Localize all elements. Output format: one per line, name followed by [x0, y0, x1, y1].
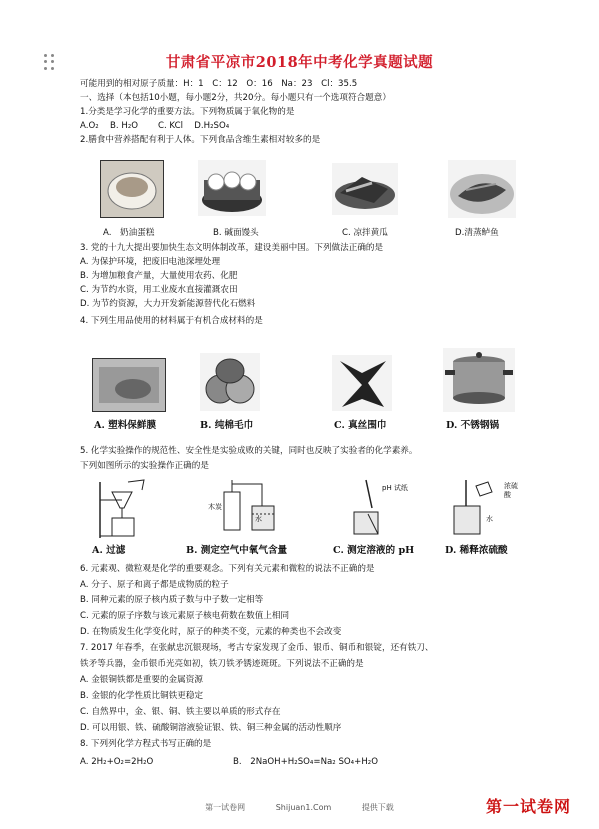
steamed-bun-image: [198, 160, 266, 216]
cucumber-image: [332, 163, 398, 215]
water-label: 水: [255, 515, 262, 523]
q7-option-a: A. 金银铜铁都是重要的金属资源: [80, 675, 203, 685]
q6-option-c: C. 元素的原子序数与该元素原子核电荷数在数值上相同: [80, 611, 290, 621]
q5-stem-line1: 5. 化学实验操作的规范性、安全性是实验成败的关键，同时也反映了实验者的化学素养。: [80, 446, 418, 456]
q8-option-a: A. 2H₂+O₂=2H₂O: [80, 757, 154, 767]
q5-caption-a: A. 过滤: [92, 545, 126, 556]
q2-caption-c: C. 凉拌黄瓜: [342, 228, 388, 238]
q7-option-c: C. 自然界中，金、银、铜、铁主要以单质的形式存在: [80, 707, 281, 717]
q4-stem: 4. 下列生用品使用的材料属于有机合成材料的是: [80, 316, 263, 326]
q2-caption-d: D.清蒸鲈鱼: [455, 228, 499, 238]
section-heading: 一、选择（本包括10小题，每小题2分，共20分。每小题只有一个选项符合题意）: [80, 93, 391, 103]
q5-stem-line2: 下列如图所示的实验操作正确的是: [80, 461, 209, 471]
site-logo: 第一试卷网: [486, 797, 572, 816]
q4-caption-b: B. 纯棉毛巾: [200, 420, 254, 431]
plastic-wrap-image: [92, 358, 166, 412]
q3-stem: 3. 党的十九大提出要加快生态文明体制改革，建设美丽中国。下列做法正确的是: [80, 243, 384, 253]
q2-caption-a: A. 奶油蛋糕: [103, 228, 155, 238]
q5-caption-d: D. 稀释浓硫酸: [445, 545, 508, 556]
fish-image: [448, 160, 516, 218]
q1-options: A.O₂ B. H₂O C. KCl D.H₂SO₄: [80, 121, 230, 131]
q5-caption-c: C. 测定溶液的 pH: [333, 545, 415, 556]
q4-caption-c: C. 真丝围巾: [334, 420, 387, 431]
q2-caption-b: B. 碱面馒头: [213, 228, 259, 238]
q3-option-b: B. 为增加粮食产量，大量使用农药、化肥: [80, 271, 238, 281]
q7-stem-line2: 铁矛等兵器，金币银币光亮如初，铁刀铁矛锈迹斑斑。下列说法不正确的是: [80, 659, 364, 669]
q6-stem: 6. 元素观、微粒观是化学的重要观念。下列有关元素和微粒的说法不正确的是: [80, 564, 375, 574]
q6-option-b: B. 同种元素的原子核内质子数与中子数一定相等: [80, 595, 264, 605]
ph-paper-label: pH 试纸: [382, 484, 408, 492]
filtration-diagram: [92, 478, 152, 540]
dilution-diagram: [448, 478, 508, 540]
q4-caption-d: D. 不锈钢锅: [446, 420, 500, 431]
q5-caption-b: B. 测定空气中氧气含量: [186, 545, 288, 556]
q1-stem: 1.分类是学习化学的重要方法。下列物质属于氧化物的是: [80, 107, 295, 117]
charcoal-label: 木炭: [208, 503, 222, 511]
towel-image: [200, 353, 260, 411]
q3-option-d: D. 为节约资源，大力开发新能源替代化石燃料: [80, 299, 256, 309]
q8-stem: 8. 下列列化学方程式书写正确的是: [80, 739, 212, 749]
footer-provide: 提供下载: [361, 803, 394, 812]
q3-option-a: A. 为保护环境，把废旧电池深埋处理: [80, 257, 221, 267]
q8-option-b: B. 2NaOH+H₂SO₄=Na₂ SO₄+H₂O: [233, 757, 378, 767]
q6-option-d: D. 在物质发生化学变化时，原子的种类不变，元素的种类也不会改变: [80, 627, 342, 637]
q7-option-d: D. 可以用银、铁、硫酸铜溶液验证银、铁、铜三种金属的活动性顺序: [80, 723, 342, 733]
q4-caption-a: A. 塑料保鲜膜: [94, 420, 157, 431]
page-title: 甘肃省平凉市2018年中考化学真题试题: [165, 54, 434, 71]
water2-label: 水: [486, 515, 493, 523]
footer-site-name: 第一试卷网: [205, 803, 246, 812]
q7-stem-line1: 7. 2017 年春季，在张献忠沉银现场，考古专家发现了金币、银币、铜币和银锭，还有铁刀、: [80, 643, 434, 653]
q3-option-c: C. 为节约水资，用工业废水直接灌溉农田: [80, 285, 238, 295]
q6-option-a: A. 分子、原子和离子都是成物质的粒子: [80, 580, 229, 590]
silk-scarf-image: [332, 355, 392, 411]
q7-option-b: B. 金银的化学性质比铜铁更稳定: [80, 691, 204, 701]
steel-pot-image: [443, 348, 515, 412]
intro-line: 可能用到的相对原子质量：H：1 C：12 O：16 Na：23 Cl：35.5: [80, 79, 358, 89]
cake-image: [100, 160, 164, 218]
q2-stem: 2.膳食中营养搭配有利于人体。下列食品含维生素相对较多的是: [80, 135, 321, 145]
conc-acid-label: 浓硫酸: [504, 482, 518, 499]
footer-site-url[interactable]: Shijuan1.Com: [275, 803, 332, 812]
